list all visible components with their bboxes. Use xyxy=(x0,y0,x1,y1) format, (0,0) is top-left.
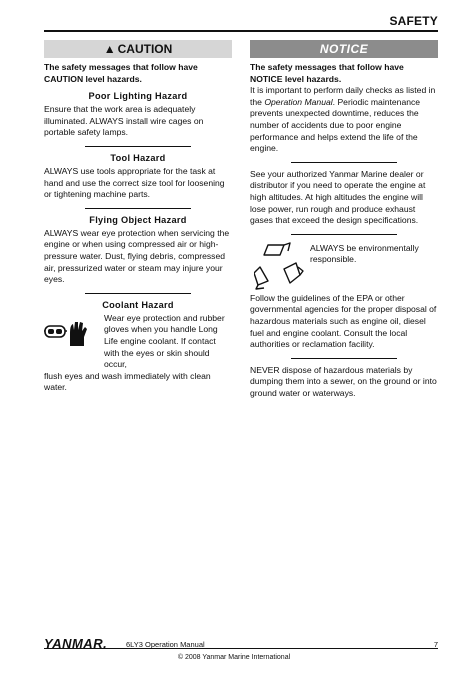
notice-paragraph-epa: Follow the guidelines of the EPA or other governmental agencies for the proper disposal of hazardous materials such as engine oil, diesel fuel and engine coolant. Consult the local authorities or reclamation facility. xyxy=(250,292,437,350)
hazard-text-poor-lighting: Ensure that the work area is adequately illuminated. ALWAYS install wire cages on portable safety lamps. xyxy=(44,104,204,138)
notice-intro: The safety messages that follow have NOTICE level hazards. xyxy=(250,62,404,84)
divider xyxy=(85,293,191,294)
divider xyxy=(291,234,397,235)
notice-column xyxy=(250,40,438,399)
yanmar-logo: YANMAR. xyxy=(44,636,108,651)
hazard-text-coolant-part2: flush eyes and wash immediately with clean water. xyxy=(44,370,211,393)
hazard-text-tool: ALWAYS use tools appropriate for the task at hand and use the correct size tool for loosening or tightening machine parts. xyxy=(44,165,225,200)
environment-block xyxy=(250,241,438,293)
caution-banner xyxy=(44,40,232,58)
divider xyxy=(85,208,191,209)
header-rule xyxy=(44,30,438,32)
hazard-text-flying-object: ALWAYS wear eye protection when servicing the engine or when using compressed air or high-pressure water. Dust, flying debris, compressed air, pressurized water or steam may injure your eyes. xyxy=(44,227,230,285)
hazard-title-poor-lighting: Poor Lighting Hazard xyxy=(88,91,188,102)
caution-intro: The safety messages that follow have CAUTION level hazards. xyxy=(44,62,198,84)
notice-paragraph-daily-checks-a: It is important to perform daily checks as listed in the xyxy=(250,85,436,107)
hazard-title-coolant: Coolant Hazard xyxy=(102,299,174,310)
caution-triangle-icon: ▲ xyxy=(103,42,116,56)
section-header: SAFETY xyxy=(389,14,438,28)
footer-rule xyxy=(44,648,438,649)
goggles-and-gloves-icon xyxy=(44,321,88,347)
copyright: © 2008 Yanmar Marine International xyxy=(177,654,291,661)
divider xyxy=(85,146,191,147)
notice-paragraph-daily-checks-b: . Periodic maintenance prevents unexpected downtime, reduces the number of accidents due to poor engine performance and helps extend the life of the engine. xyxy=(250,96,421,154)
notice-paragraph-disposal: NEVER dispose of hazardous materials by dumping them into a sewer, on the ground or into ground water or waterways. xyxy=(250,364,437,398)
notice-paragraph-high-altitude: See your authorized Yanmar Marine dealer or distributor if you need to operate the engine at high altitudes. At high altitudes the engine will lose power, run rough and produce exhaust gases that exceed the design specifications. xyxy=(250,168,426,226)
caution-column xyxy=(44,40,232,394)
hazard-text-coolant-part1: Wear eye protection and rubber gloves when you handle Long Life engine coolant. If contact with the eyes or skin should occur, xyxy=(104,312,225,370)
coolant-block xyxy=(44,313,232,371)
page-number: 7 xyxy=(433,640,438,649)
hazard-title-tool: Tool Hazard xyxy=(110,152,166,163)
hazard-title-flying-object: Flying Object Hazard xyxy=(89,214,187,225)
environment-statement: ALWAYS be environmentally responsible. xyxy=(310,242,419,265)
recycle-icon xyxy=(254,241,304,291)
notice-banner: NOTICE xyxy=(250,40,438,58)
notice-paragraph-daily-checks xyxy=(250,85,438,155)
caution-banner-label: CAUTION xyxy=(117,42,173,56)
manual-title: 6LY3 Operation Manual xyxy=(126,640,205,649)
operation-manual-reference: Operation Manual xyxy=(264,96,333,107)
